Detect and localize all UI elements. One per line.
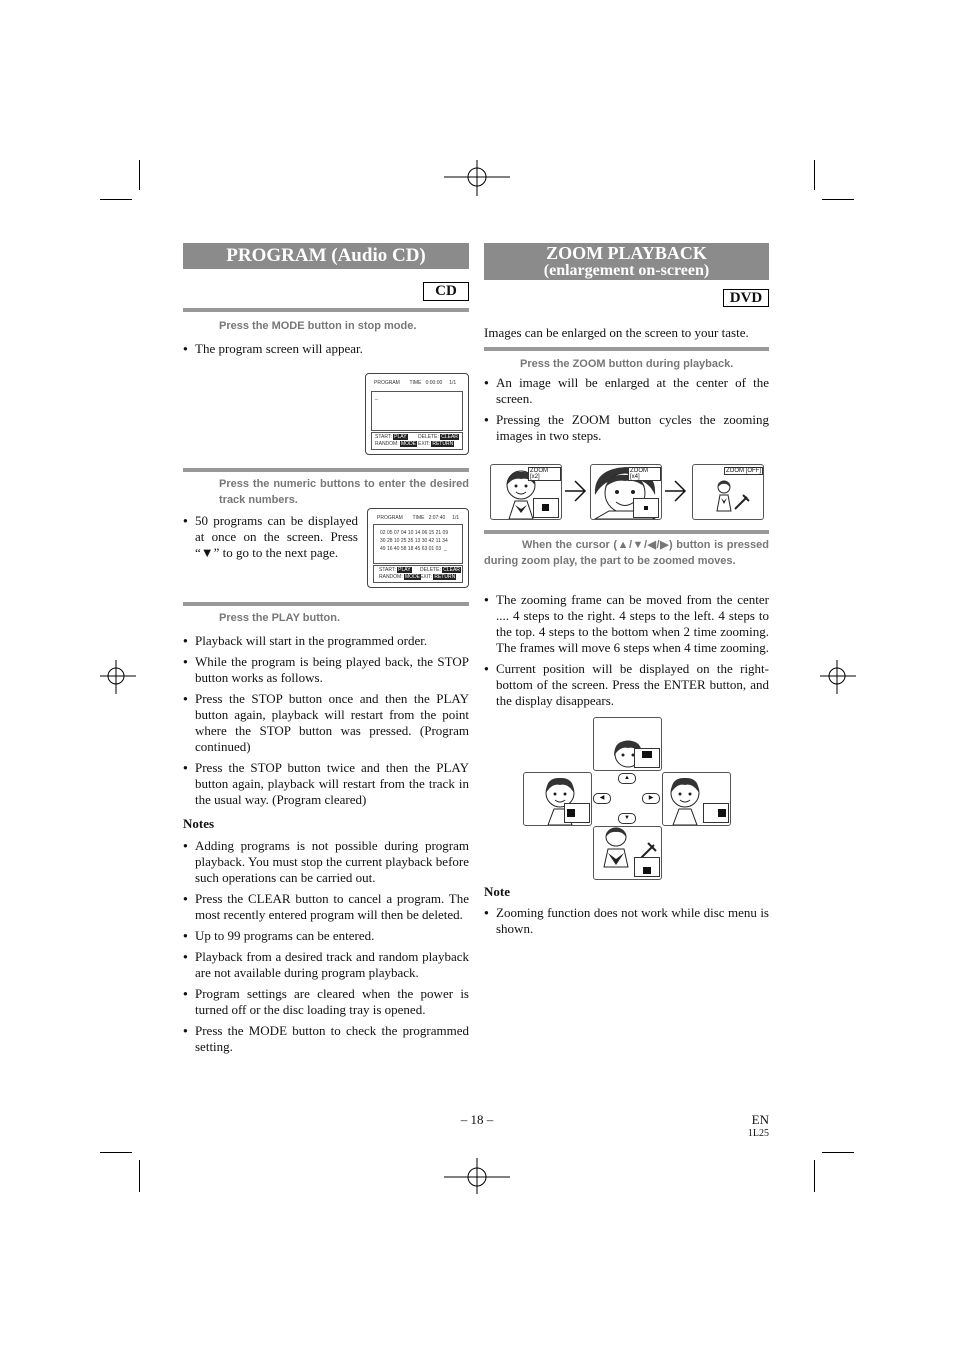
legend-clear: CLEAR xyxy=(441,434,458,440)
position-indicator xyxy=(533,498,559,518)
disc-tag-dvd: DVD xyxy=(723,289,769,307)
zoom-x2-frame xyxy=(490,464,562,520)
legend-play: PLAY xyxy=(394,434,407,440)
legend-clear: CLEAR xyxy=(443,567,460,573)
step-divider xyxy=(183,468,469,472)
note-item: ● Adding programs is not possible during program playback. You must stop the current playback before such operations can be carried out. xyxy=(183,838,469,886)
legend-delete: DELETE: xyxy=(420,567,441,573)
cursor-down-icon: ▼ xyxy=(618,813,636,824)
bullet-item: ● An image will be enlarged at the center of the screen. xyxy=(484,375,769,407)
zoom-off-frame xyxy=(692,464,764,520)
track-line: 49 16 40 58 18 45 63 01 03 _ xyxy=(380,546,447,552)
zoom-label: ZOOM [x2] xyxy=(528,467,561,481)
note-list xyxy=(484,905,769,942)
bullet-item: ● Playback will start in the programmed order. xyxy=(183,633,469,649)
bullet-item: ● Current position will be displayed on the right-bottom of the screen. Press the ENTER button, and the display disappears. xyxy=(484,661,769,709)
legend-mode: MODE xyxy=(405,574,421,580)
position-indicator xyxy=(633,498,659,518)
pan-up-frame xyxy=(593,717,662,771)
zoom-title-line2: (enlargement on-screen) xyxy=(543,262,710,279)
note-item: ● Zooming function does not work while disc menu is shown. xyxy=(484,905,769,937)
bullet-item: ● The zooming frame can be moved from the center .... 4 steps to the right. 4 steps to the left. 4 steps to the top. 4 steps to the bottom when 2 time zooming. The frames will move 6 steps when 4 time zooming. xyxy=(484,592,769,656)
registration-mark xyxy=(820,660,856,694)
zoom-step-2-bullets xyxy=(484,592,769,714)
crop-mark xyxy=(822,1152,854,1153)
step-3-bullets xyxy=(183,633,469,813)
crop-mark xyxy=(814,1160,815,1192)
zoom-label: ZOOM [OFF] xyxy=(726,468,761,474)
zoom-x4-frame xyxy=(590,464,662,520)
registration-mark xyxy=(444,1158,510,1194)
zoom-label: ZOOM [x4] xyxy=(628,467,661,481)
girl-full-icon xyxy=(713,479,753,517)
legend-exit: EXIT: xyxy=(418,441,430,447)
pan-down-frame xyxy=(593,826,662,880)
zoom-step-1-instruction: Press the ZOOM button during playback. xyxy=(520,358,734,370)
program-screen-filled xyxy=(367,508,469,588)
program-screen-empty xyxy=(365,373,469,455)
legend-mode: MODE xyxy=(401,441,417,447)
legend-delete: DELETE: xyxy=(418,434,439,440)
step-divider xyxy=(484,347,769,351)
zoom-step-2-instruction: When the cursor (▲/▼/◀/▶) button is pressed during zoom play, the part to be zoomed moves. xyxy=(484,539,769,567)
legend-start: START: xyxy=(379,567,396,573)
legend-start: START: xyxy=(375,434,392,440)
model-code: 1L25 xyxy=(747,1128,769,1139)
crop-mark xyxy=(822,199,854,200)
arrow-right-icon xyxy=(663,479,687,503)
crop-mark xyxy=(814,160,815,190)
page-number: – 18 – xyxy=(460,1112,494,1127)
crop-mark xyxy=(139,160,140,190)
screen-legend xyxy=(373,565,463,583)
note-item: ● Program settings are cleared when the power is turned off or the disc loading tray is opened. xyxy=(183,986,469,1018)
note-item: ● Up to 99 programs can be entered. xyxy=(183,928,469,944)
cursor-up-icon: ▲ xyxy=(618,773,636,784)
step-2-instruction: Press the numeric buttons to enter the desired track numbers. xyxy=(219,478,469,506)
step-divider xyxy=(183,308,469,312)
section-title-zoom xyxy=(484,243,769,280)
position-indicator xyxy=(634,748,660,768)
screen-header: PROGRAM TIME 2:07:40 1/1 xyxy=(377,515,460,521)
position-indicator xyxy=(634,857,660,877)
girl-face-icon xyxy=(663,775,707,825)
step-1-bullets xyxy=(183,341,469,362)
step-divider xyxy=(484,530,769,534)
step-divider xyxy=(183,602,469,606)
registration-mark xyxy=(100,660,136,694)
cursor-left-icon: ◀ xyxy=(593,793,611,804)
screen-track-area xyxy=(371,391,463,431)
note-item: ● Press the CLEAR button to cancel a program. The most recently entered program will then be deleted. xyxy=(183,891,469,923)
legend-random: RANDOM: xyxy=(375,441,399,447)
legend-return: RETURN xyxy=(434,574,456,580)
legend-return: RETURN xyxy=(432,441,454,447)
screen-track-area xyxy=(373,524,463,564)
step-2-bullets xyxy=(183,513,358,566)
notes-heading: Notes xyxy=(183,816,215,831)
registration-mark xyxy=(444,160,510,196)
pan-right-frame xyxy=(662,772,731,826)
crop-mark xyxy=(100,1152,132,1153)
screen-header: PROGRAM TIME 0:00:00 1/1 xyxy=(374,380,457,386)
section-title-program: PROGRAM (Audio CD) xyxy=(183,243,469,269)
pan-left-frame xyxy=(523,772,592,826)
screen-cursor: _ xyxy=(375,395,378,401)
notes-list xyxy=(183,838,469,1060)
crop-mark xyxy=(100,199,132,200)
crop-mark xyxy=(139,1160,140,1192)
bullet-item: ● The program screen will appear. xyxy=(183,341,469,357)
bullet-item: ● 50 programs can be displayed at once on the screen. Press “▼” to go to the next page. xyxy=(183,513,358,561)
bullet-item: ● Press the STOP button twice and then the PLAY button again, playback will restart from the track in the usual way. (Program cleared) xyxy=(183,760,469,808)
bullet-item: ● Pressing the ZOOM button cycles the zooming images in two steps. xyxy=(484,412,769,444)
cursor-right-icon: ▶ xyxy=(642,793,660,804)
zoom-intro: Images can be enlarged on the screen to your taste. xyxy=(484,325,749,340)
step-3-instruction: Press the PLAY button. xyxy=(219,612,341,624)
zoom-step-1-bullets xyxy=(484,375,769,449)
legend-exit: EXIT: xyxy=(420,574,432,580)
bullet-item: ● While the program is being played back, the STOP button works as follows. xyxy=(183,654,469,686)
note-heading: Note xyxy=(484,884,510,899)
track-line: 30 28 10 25 35 13 30 42 11 34 xyxy=(380,538,448,544)
language-code: EN xyxy=(751,1112,769,1127)
track-line: 02 05 07 04 10 14 06 15 21 09 xyxy=(380,530,449,536)
arrow-right-icon xyxy=(563,479,587,503)
bullet-item: ● Press the STOP button once and then the PLAY button again, playback will restart from the point where the STOP button was pressed. (Program continued) xyxy=(183,691,469,755)
zoom-title-line1: ZOOM PLAYBACK xyxy=(546,243,707,263)
disc-tag-cd: CD xyxy=(423,282,469,301)
screen-legend xyxy=(371,432,463,450)
step-1-instruction: Press the MODE button in stop mode. xyxy=(219,320,417,332)
position-indicator xyxy=(564,803,590,823)
legend-play: PLAY xyxy=(398,567,411,573)
note-item: ● Playback from a desired track and random playback are not available during program playback. xyxy=(183,949,469,981)
legend-random: RANDOM: xyxy=(379,574,403,580)
note-item: ● Press the MODE button to check the programmed setting. xyxy=(183,1023,469,1055)
position-indicator xyxy=(703,803,729,823)
